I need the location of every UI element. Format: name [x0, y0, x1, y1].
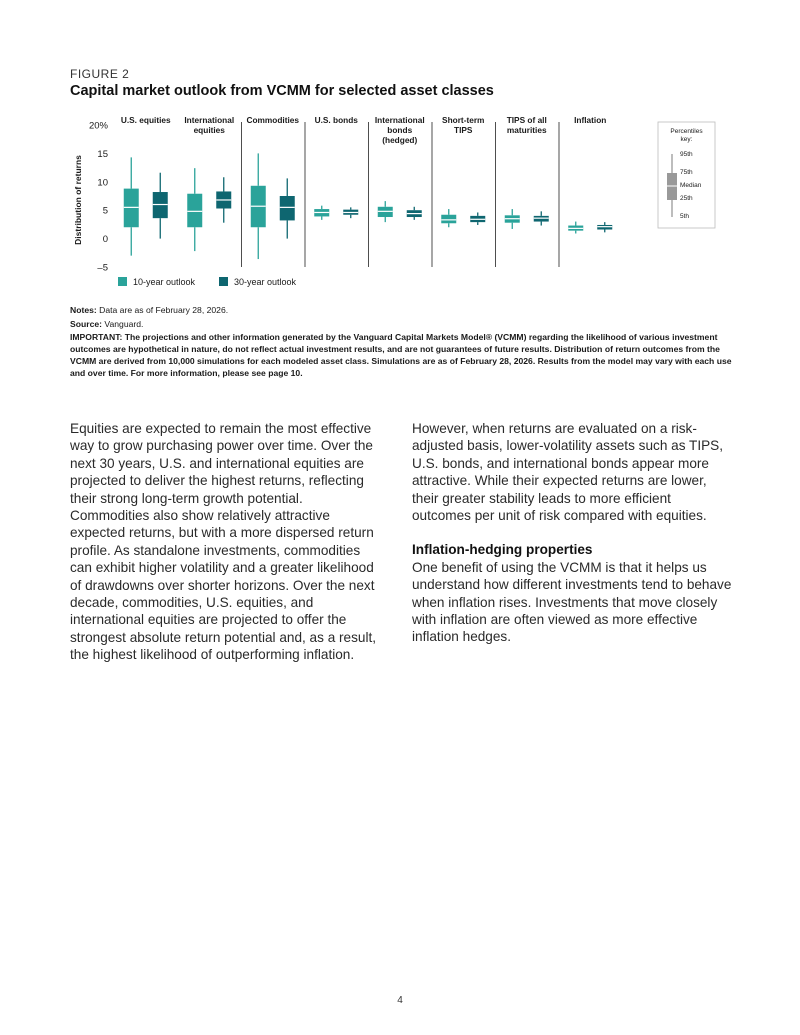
y-axis-label: Distribution of returns: [73, 155, 83, 245]
percentile-key-label: 5th: [680, 213, 690, 220]
10-year-box: [187, 194, 202, 228]
legend-label: 10-year outlook: [133, 277, 196, 287]
y-tick-label: –5: [97, 262, 108, 274]
percentile-key-label: 95th: [680, 151, 693, 158]
category-label: U.S. bonds: [314, 115, 358, 125]
inflation-hedging-heading: Inflation-hedging properties: [412, 542, 593, 558]
30-year-box: [280, 196, 295, 220]
y-tick-label: 0: [102, 234, 108, 246]
notes-label: Notes:: [70, 305, 97, 315]
legend-label: 30-year outlook: [234, 277, 297, 287]
category-label: maturities: [506, 125, 547, 135]
figure-label: FIGURE 2: [70, 67, 130, 81]
category-label: equities: [193, 125, 225, 135]
inflation-hedging-paragraph: One benefit of using the VCMM is that it helps us understand how different investments tend to behave when inflation rises. Investments that move closely with inflation are often viewed as more effective inflation hedges.: [412, 559, 732, 645]
y-tick-label: 10: [97, 177, 108, 189]
category-label: Inflation: [574, 115, 607, 125]
page-number: 4: [397, 995, 403, 1006]
important-text: IMPORTANT: The projections and other information generated by the Vanguard Capital Markets Model® (VCMM) regarding the likelihood of various investment outcomes are hypothetical in nature, do not reflect actual investment results, and are not guarantees of future results. Distribution of return outcomes from the VCMM are derived from 10,000 simulations for each modeled asset class. Simulations are as of February 28, 2026. Results from the model may vary with each use and over time. For more information, please see page 10.: [70, 332, 732, 378]
source-line: [70, 318, 735, 330]
category-label: Short-term: [442, 115, 485, 125]
notes-line: [70, 304, 735, 316]
y-tick-label: 15: [97, 148, 108, 160]
category-label: International: [184, 115, 235, 125]
percentile-key-label: 75th: [680, 169, 693, 176]
percentiles-key-title: key:: [680, 136, 693, 143]
chart-notes: [70, 304, 735, 381]
figure-title: Capital market outlook from VCMM for selected asset classes: [70, 83, 494, 99]
percentile-key-label: Median: [680, 182, 702, 189]
10-year-box: [441, 215, 456, 224]
percentiles-key-title: Percentiles: [670, 128, 703, 135]
source-label: Source:: [70, 318, 102, 329]
legend-swatch: [118, 277, 127, 286]
category-label: U.S. equities: [120, 115, 171, 125]
legend-swatch: [219, 277, 228, 286]
important-disclaimer: [70, 331, 735, 379]
left-column: [70, 420, 380, 664]
category-label: TIPS of all: [506, 115, 547, 125]
category-label: (hedged): [382, 135, 418, 145]
category-label: bonds: [387, 125, 413, 135]
capital-market-outlook-chart: [0, 110, 800, 295]
category-label: Commodities: [246, 115, 300, 125]
right-column: [412, 420, 732, 646]
y-tick-label: 5: [102, 205, 108, 217]
percentile-key-label: 25th: [680, 195, 693, 202]
risk-adjusted-paragraph: However, when returns are evaluated on a risk-adjusted basis, lower-volatility assets such as TIPS, U.S. bonds, and international bonds appear more attractive. While their expected returns are lower, their greater stability leads to more efficient outcomes per unit of risk compared with equities.: [412, 421, 724, 524]
category-label: International: [374, 115, 425, 125]
notes-text: Data are as of February 28, 2026.: [99, 305, 229, 315]
y-tick-label: 20%: [88, 120, 108, 132]
source-text: Vanguard.: [104, 318, 144, 329]
category-label: TIPS: [454, 125, 473, 135]
equities-paragraph: Equities are expected to remain the most effective way to grow purchasing power over time. Over the next 30 years, U.S. and international equities are projected to deliver the highest returns, reflecting their strong long-term growth potential. Commodities also show relatively attractive expected returns, but with a more dispersed return profile. As standalone investments, commodities can exhibit higher volatility and a greater likelihood of drawdowns over shorter horizons. Over the next decade, commodities, U.S. equities, and international equities are projected to offer the strongest absolute return potential and, as a result, the highest likelihood of outperforming inflation.: [70, 421, 377, 663]
